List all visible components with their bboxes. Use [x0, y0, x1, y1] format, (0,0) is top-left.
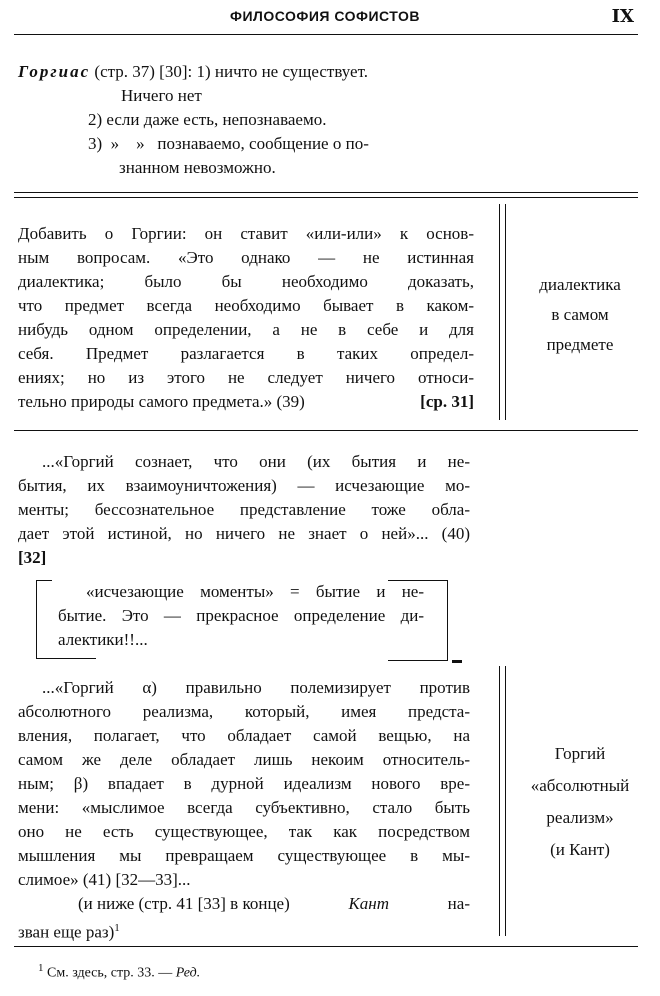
kant-note-line-1: [18, 892, 470, 916]
margin-rule-right-2: [505, 666, 506, 936]
thesis-line-4: 3) » » познаваемо, сообщение о по-: [88, 134, 369, 153]
margin-note-dialectics: [515, 270, 645, 360]
footnote-editor: Ред.: [175, 965, 201, 981]
bracket-right: [447, 580, 448, 660]
text-line: самом же деле обладает лишь некоим относитель-: [18, 750, 470, 769]
header-title: ФИЛОСОФИЯ СОФИСТОВ: [230, 8, 420, 24]
margin-note-gorgias-kant: [512, 738, 648, 866]
kant-note-part-a: (и ниже (стр. 41 [33] в конце): [78, 894, 290, 913]
text-line: абсолютного реализма, который, имея предста-: [18, 702, 470, 721]
text-line: мышления мы превращаем существующее в мы-: [18, 846, 470, 865]
reference-32: [32]: [18, 548, 47, 567]
footnote-marker: 1: [38, 962, 44, 974]
bracket-left: [36, 580, 37, 658]
footnote: [38, 962, 200, 982]
text-line-last-body: тельно природы самого предмета.» (39): [18, 392, 305, 411]
text-line-last: [18, 390, 474, 414]
thesis-line-1: [18, 60, 488, 84]
mark-dash: [452, 660, 462, 663]
rule-2: [14, 430, 638, 431]
text-line: бытия, их взаимоуничтожения) — исчезающие мо-: [18, 476, 470, 495]
thesis-1-text: (стр. 37) [30]: 1) ничто не существует.: [94, 62, 368, 81]
text-line: ным вопросам. «Это однако — не истинная: [18, 248, 474, 267]
kant-name: Кант: [348, 894, 389, 913]
text-line: слимое» (41) [32—33]...: [18, 870, 191, 889]
text-line: мени: «мыслимое всегда субъективно, стало быть: [18, 798, 470, 817]
text-line: бытие. Это — прекрасное определение ди-: [58, 606, 424, 625]
bracketed-note: [36, 580, 448, 662]
bracket-top-left: [36, 580, 52, 581]
section-absolute-realism-quote: [18, 676, 470, 945]
text-line: что предмет всегда необходимо бывает в каком-: [18, 296, 474, 315]
kant-note-line-2-text: зван еще раз): [18, 922, 115, 942]
gorgias-name: Горгиас: [18, 62, 91, 81]
text-line: вления, полагает, что обладает самой вещью, на: [18, 726, 470, 745]
text-line: ...«Горгий α) правильно полемизирует против: [42, 678, 470, 697]
bracket-bottom-right: [388, 660, 448, 661]
text-line: оно не есть существующее, так как посредством: [18, 822, 470, 841]
double-rule-1: [14, 192, 638, 198]
section-gorgias-theses: [18, 60, 488, 180]
margin-note-line: «абсолютный: [530, 776, 630, 795]
section-vanishing-moments-quote: [18, 450, 470, 570]
header-rule: [14, 34, 638, 35]
footnote-rule: [14, 946, 638, 947]
section-dialectics-note: [18, 222, 474, 414]
margin-note-line: в самом: [551, 305, 609, 324]
bracket-bottom-left: [36, 658, 96, 659]
text-line: ениях; но из этого не следует ничего относи-: [18, 368, 474, 387]
margin-note-line: диалектика: [539, 275, 621, 294]
text-line: «исчезающие моменты» = бытие и не-: [86, 582, 424, 601]
kant-note-line-2: [18, 916, 470, 945]
kant-note-part-b: на-: [447, 894, 470, 913]
margin-rule-right: [505, 204, 506, 420]
running-header: [0, 6, 660, 32]
text-line: ным; β) впадает в дурной идеализм нового вре-: [18, 774, 470, 793]
reference-cf-31: [ср. 31]: [420, 392, 474, 411]
text-line: ...«Горгий сознает, что они (их бытия и не-: [42, 452, 470, 471]
margin-note-line: предмете: [546, 335, 614, 354]
text-line: нибудь одном определении, а не в себе и для: [18, 320, 474, 339]
text-line: себя. Предмет разлагается в таких определ-: [18, 344, 474, 363]
thesis-line-5: знанном невозможно.: [119, 158, 276, 177]
margin-note-line: (и Кант): [550, 840, 610, 859]
thesis-line-2: Ничего нет: [121, 86, 202, 105]
margin-note-line: реализм»: [546, 808, 614, 827]
page-number: IX: [611, 6, 634, 27]
thesis-line-3: 2) если даже есть, непознаваемо.: [88, 110, 327, 129]
text-line: диалектика; было бы необходимо доказать,: [18, 272, 474, 291]
text-line: алектики!!...: [58, 630, 148, 649]
margin-rule-left-2: [499, 666, 500, 936]
text-line: дает этой истиной, но ничего не знает о ней»... (40): [18, 524, 470, 543]
bracketed-note-text: [58, 580, 424, 652]
footnote-ref: 1: [114, 922, 120, 934]
footnote-text: См. здесь, стр. 33. —: [47, 965, 173, 981]
text-line: менты; бессознательное представление тоже обла-: [18, 500, 470, 519]
margin-note-line: Горгий: [554, 744, 606, 763]
text-line: Добавить о Горгии: он ставит «или-или» к основ-: [18, 224, 474, 243]
margin-rule-left: [499, 204, 500, 420]
